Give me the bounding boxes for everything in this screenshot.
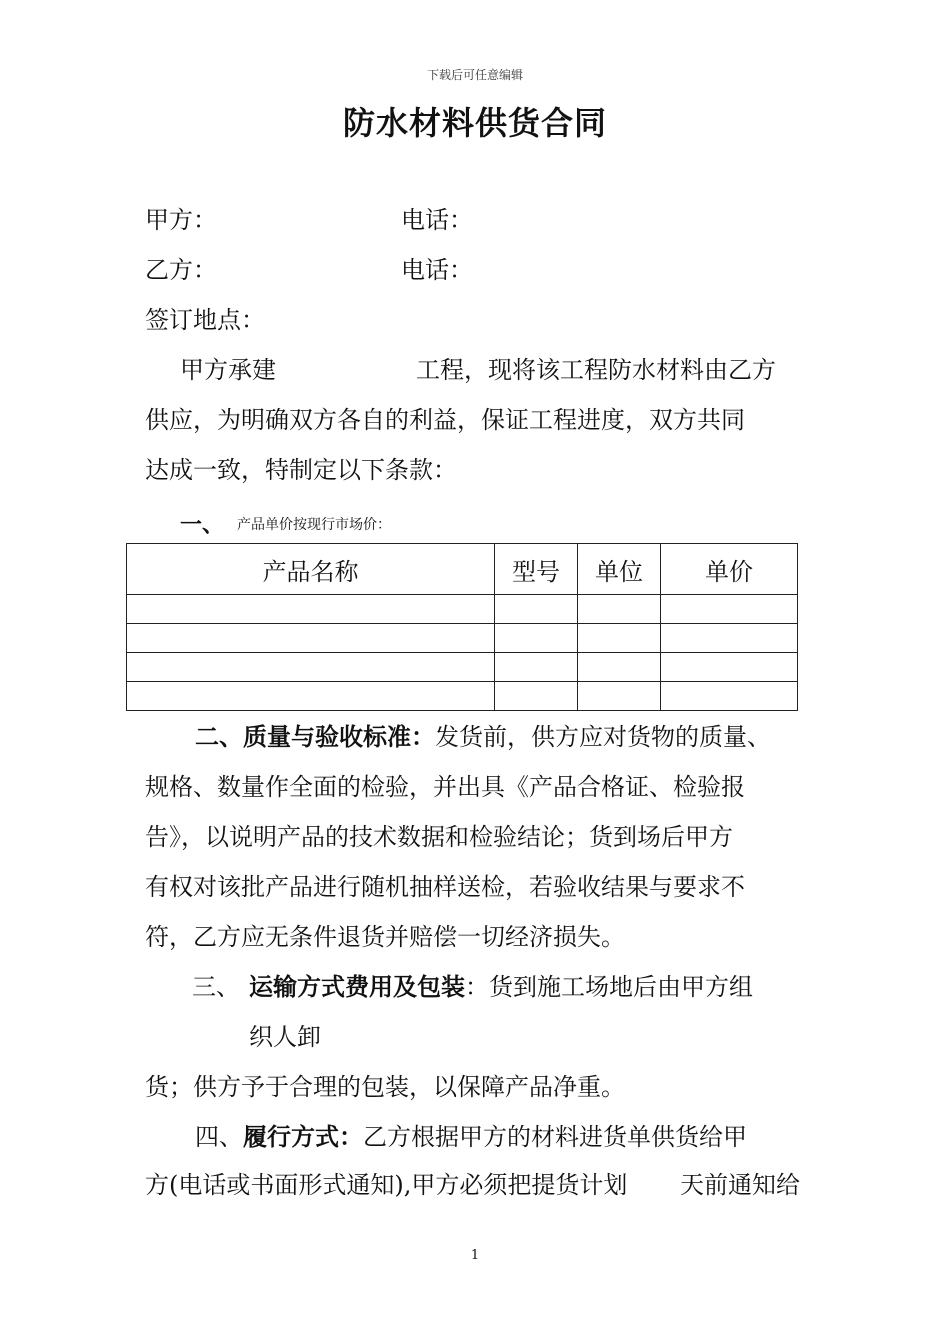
table-cell [127, 682, 495, 711]
table-cell [495, 595, 578, 624]
table-row [127, 624, 798, 653]
header-product-name: 产品名称 [127, 544, 495, 595]
section4-line2-a: 方(电话或书面形式通知),甲方必须把提货计划 [145, 1171, 628, 1199]
table-cell [661, 595, 798, 624]
table-cell [495, 653, 578, 682]
intro-line2: 供应，为明确双方各自的利益，保证工程进度，双方共同 [145, 406, 745, 434]
table-cell [578, 624, 661, 653]
table-cell [495, 624, 578, 653]
page-number: 1 [470, 1248, 480, 1263]
section4-number: 四、 [195, 1123, 243, 1151]
table-cell [578, 682, 661, 711]
table-cell [127, 595, 495, 624]
table-cell [578, 595, 661, 624]
section2-line5: 符，乙方应无条件退货并赔偿一切经济损失。 [145, 923, 625, 951]
table-row [127, 682, 798, 711]
section1-text: 产品单价按现行市场价： [237, 517, 391, 533]
signing-place-label: 签订地点： [145, 306, 265, 334]
table-cell [578, 653, 661, 682]
section2-heading: 二、质量与验收标准： [195, 722, 435, 751]
section2-line1-text: 发货前，供方应对货物的质量、 [435, 723, 771, 751]
table-cell [127, 653, 495, 682]
header-model: 型号 [495, 544, 578, 595]
section2-line2: 规格、数量作全面的检验，并出具《产品合格证、检验报 [145, 773, 745, 801]
party-a-phone-label: 电话： [401, 206, 473, 234]
section3-line1 [249, 972, 753, 1002]
section4-heading: 履行方式： [243, 1122, 363, 1151]
section3-line1-text: ：货到施工场地后由甲方组 [465, 973, 753, 1001]
party-b-label: 乙方： [145, 256, 217, 284]
party-a-label: 甲方： [145, 206, 217, 234]
header-unit: 单位 [578, 544, 661, 595]
document-title: 防水材料供货合同 [342, 104, 607, 142]
section3-number: 三、 [192, 973, 240, 1001]
section3-line3: 货；供方予于合理的包装，以保障产品净重。 [145, 1073, 625, 1101]
product-price-table [126, 543, 798, 711]
table-cell [495, 682, 578, 711]
section3-line2: 织人卸 [249, 1023, 321, 1051]
section3-heading: 运输方式费用及包装 [249, 972, 465, 1001]
table-cell [661, 653, 798, 682]
intro-line1-a: 甲方承建 [180, 356, 276, 384]
table-header-row [127, 544, 798, 595]
table-cell [127, 624, 495, 653]
table-row [127, 653, 798, 682]
section1-number: 一、 [180, 512, 225, 538]
section4-line2-b: 天前通知给 [680, 1171, 800, 1199]
section4-line1 [195, 1122, 747, 1152]
section2-line3: 告》，以说明产品的技术数据和检验结论；货到场后甲方 [145, 823, 733, 851]
header-unit-price: 单价 [661, 544, 798, 595]
intro-line3: 达成一致，特制定以下条款： [145, 456, 457, 484]
table-row [127, 595, 798, 624]
intro-line1-b: 工程，现将该工程防水材料由乙方 [416, 356, 776, 384]
table-cell [661, 682, 798, 711]
table-cell [661, 624, 798, 653]
party-b-phone-label: 电话： [401, 256, 473, 284]
section4-line1-text: 乙方根据甲方的材料进货单供货给甲 [363, 1123, 747, 1151]
header-note: 下载后可任意编辑 [426, 68, 523, 82]
section2-line1 [195, 722, 771, 752]
section2-line4: 有权对该批产品进行随机抽样送检，若验收结果与要求不 [145, 873, 745, 901]
